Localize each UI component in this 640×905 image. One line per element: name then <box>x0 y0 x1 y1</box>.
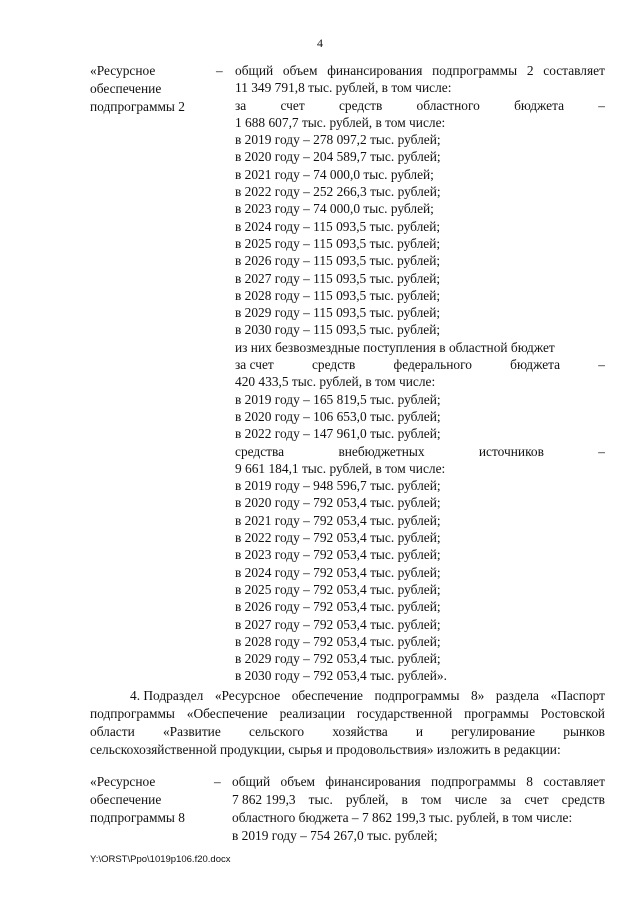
word: средств <box>561 792 605 807</box>
word: средства <box>235 443 285 459</box>
word: хозяйства <box>332 724 388 739</box>
text-line: в 2019 году – 278 097,2 тыс. рублей; <box>235 132 441 148</box>
text-line: в 2030 году – 115 093,5 тыс. рублей; <box>235 322 441 338</box>
text-line: в 2021 году – 792 053,4 тыс. рублей; <box>235 512 441 528</box>
text-line <box>235 443 605 460</box>
word: составляет <box>543 63 605 78</box>
word: – <box>598 97 605 113</box>
resource-label-subprogram-8 <box>90 773 210 827</box>
word: государственной <box>356 706 453 721</box>
label-dash: – <box>214 774 221 789</box>
word: реализации <box>279 706 346 721</box>
word: «Развитие <box>162 724 221 739</box>
text-line <box>232 773 605 791</box>
word: подпрограммы <box>432 63 518 78</box>
text-line: областного бюджета – 7 862 199,3 тыс. рублей, в том числе: <box>232 810 573 825</box>
word: 8 <box>526 774 533 789</box>
text-line: 420 433,5 тыс. рублей, в том числе: <box>235 374 436 390</box>
word: подпрограммы <box>90 706 175 721</box>
word: регулирование <box>451 724 536 739</box>
text-line <box>235 356 605 373</box>
word: за <box>500 792 512 807</box>
financing-text-subprogram-8 <box>232 773 605 845</box>
word: средств <box>338 97 383 113</box>
text-line <box>90 723 605 741</box>
word: средств <box>311 357 356 373</box>
text-line: в 2023 году – 792 053,4 тыс. рублей; <box>235 547 441 563</box>
word: – <box>598 443 605 459</box>
text-line <box>90 687 605 705</box>
word: источников <box>478 443 544 459</box>
label-line: подпрограммы 2 <box>90 99 185 114</box>
word: числе <box>454 792 488 807</box>
word: в <box>401 792 408 807</box>
text-line: в 2019 году – 754 267,0 тыс. рублей; <box>232 828 438 843</box>
word: финансирования <box>325 774 421 789</box>
word: и <box>415 724 424 739</box>
word: 2 <box>526 63 534 78</box>
text-line: в 2021 году – 74 000,0 тыс. рублей; <box>235 166 434 182</box>
text-line: в 2019 году – 948 596,7 тыс. рублей; <box>235 478 441 494</box>
word: объем <box>282 63 318 78</box>
text-line: из них безвозмездные поступления в областной бюджет <box>235 339 555 355</box>
word: 8» <box>470 688 485 703</box>
word: общий <box>232 774 271 789</box>
word: составляет <box>543 774 605 789</box>
text-line: сельскохозяйственной продукции, сырья и продовольствия» изложить в редакции: <box>90 742 561 757</box>
text-line: в 2025 году – 115 093,5 тыс. рублей; <box>235 235 441 251</box>
amendment-paragraph-4 <box>90 687 605 759</box>
word: подпрограммы <box>430 774 516 789</box>
word: сельского <box>248 724 305 739</box>
word: области <box>90 724 135 739</box>
word: Ростовской <box>540 706 605 721</box>
word: 4. Подраздел <box>130 688 204 703</box>
file-path-footer: Y:\ORST\Ppo\1019p106.f20.docx <box>90 854 231 865</box>
word: – <box>598 357 605 373</box>
text-line: в 2027 году – 115 093,5 тыс. рублей; <box>235 270 441 286</box>
text-line: в 2023 году – 74 000,0 тыс. рублей; <box>235 201 434 217</box>
text-line: 9 661 184,1 тыс. рублей, в том числе: <box>235 460 446 476</box>
label-dash: – <box>216 63 223 78</box>
word: обеспечение <box>291 688 363 703</box>
word: «Обеспечение <box>186 706 268 721</box>
word: «Паспорт <box>550 688 605 703</box>
label-line: обеспечение <box>90 792 162 807</box>
text-line: в 2025 году – 792 053,4 тыс. рублей; <box>235 581 441 597</box>
page-number: 4 <box>317 36 323 50</box>
label-line: подпрограммы 8 <box>90 810 185 825</box>
label-line: обеспечение <box>90 81 162 96</box>
text-line: в 2024 году – 115 093,5 тыс. рублей; <box>235 218 441 234</box>
text-line: 1 688 607,7 тыс. рублей, в том числе: <box>235 114 446 130</box>
word: областного <box>416 97 480 113</box>
text-line <box>232 791 605 809</box>
text-line: в 2028 году – 115 093,5 тыс. рублей; <box>235 287 441 303</box>
text-line: в 2029 году – 792 053,4 тыс. рублей; <box>235 651 441 667</box>
text-line: в 2027 году – 792 053,4 тыс. рублей; <box>235 616 441 632</box>
text-line <box>235 97 605 114</box>
label-line: «Ресурсное <box>90 63 156 78</box>
financing-text-subprogram-2 <box>235 62 605 685</box>
word: счет <box>280 97 305 113</box>
word: общий <box>235 63 274 78</box>
word: раздела <box>495 688 539 703</box>
word: подпрограммы <box>374 688 460 703</box>
word: за счет <box>235 357 274 373</box>
text-line: в 2020 году – 106 653,0 тыс. рублей; <box>235 408 441 424</box>
word: «Ресурсное <box>214 688 281 703</box>
text-line: в 2026 году – 115 093,5 тыс. рублей; <box>235 253 441 269</box>
word: тыс. <box>308 792 333 807</box>
word: 7 862 199,3 <box>232 792 296 807</box>
text-line <box>90 705 605 723</box>
word: бюджета <box>510 357 561 373</box>
text-line: в 2019 году – 165 819,5 тыс. рублей; <box>235 391 441 407</box>
text-line: 11 349 791,8 тыс. рублей, в том числе: <box>235 80 452 96</box>
word: финансирования <box>327 63 423 78</box>
text-line: в 2020 году – 204 589,7 тыс. рублей; <box>235 149 441 165</box>
text-line: в 2030 году – 792 053,4 тыс. рублей». <box>235 668 447 684</box>
text-line: в 2022 году – 147 961,0 тыс. рублей; <box>235 426 441 442</box>
text-line: в 2024 году – 792 053,4 тыс. рублей; <box>235 564 441 580</box>
word: программы <box>464 706 529 721</box>
word: рынков <box>563 724 605 739</box>
word: федерального <box>393 357 472 373</box>
text-line: в 2020 году – 792 053,4 тыс. рублей; <box>235 495 441 511</box>
word: рублей, <box>345 792 389 807</box>
text-line <box>235 62 605 79</box>
word: бюджета <box>514 97 565 113</box>
word: объем <box>280 774 316 789</box>
text-line: в 2029 году – 115 093,5 тыс. рублей; <box>235 305 441 321</box>
label-line: «Ресурсное <box>90 774 156 789</box>
text-line: в 2026 году – 792 053,4 тыс. рублей; <box>235 599 441 615</box>
word: за <box>235 97 247 113</box>
resource-label-subprogram-2 <box>90 62 220 116</box>
text-line: в 2022 году – 252 266,3 тыс. рублей; <box>235 184 441 200</box>
word: том <box>420 792 442 807</box>
word: счет <box>524 792 549 807</box>
text-line: в 2028 году – 792 053,4 тыс. рублей; <box>235 633 441 649</box>
text-line: в 2022 году – 792 053,4 тыс. рублей; <box>235 530 441 546</box>
word: внебюджетных <box>338 443 425 459</box>
